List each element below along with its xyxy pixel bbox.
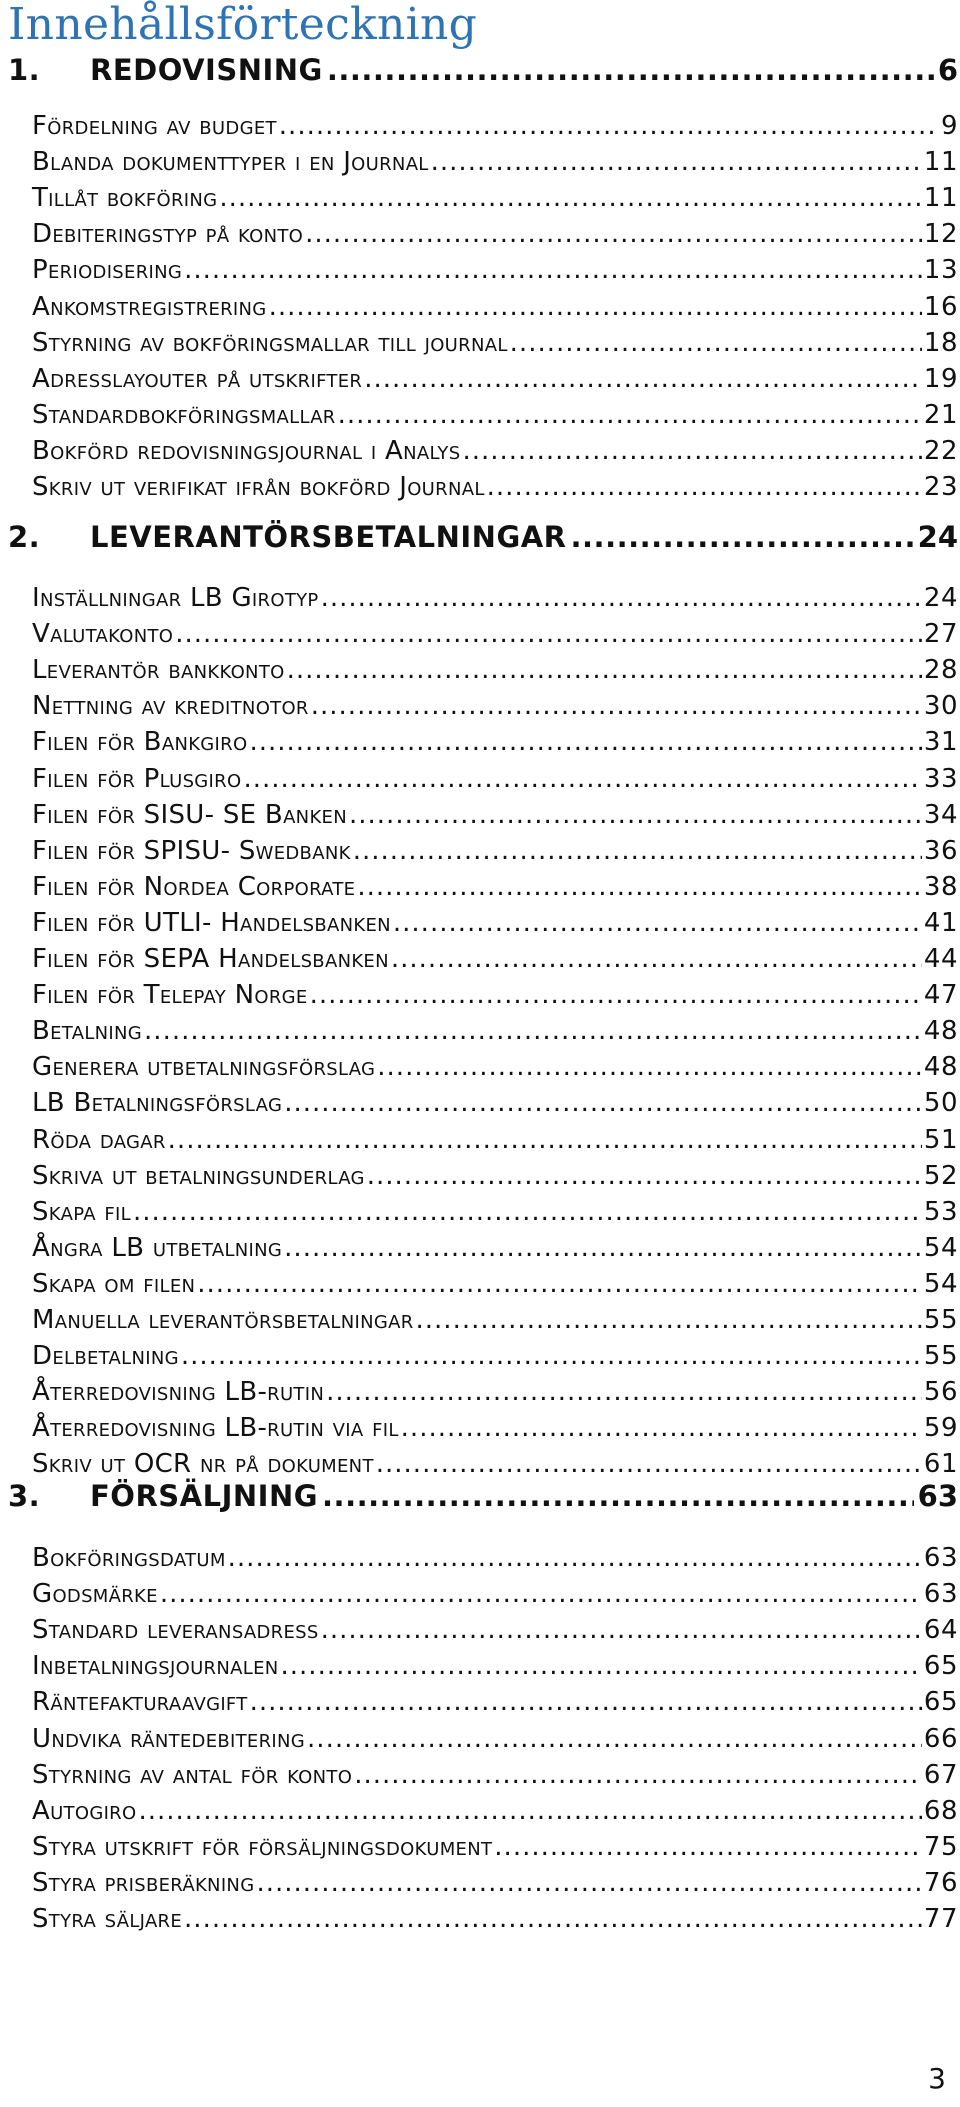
section-number: 3. (8, 1479, 41, 1513)
toc-entry[interactable] (32, 761, 958, 797)
toc-entry[interactable] (32, 724, 958, 760)
entry-title: Ångra LB utbetalning (32, 1232, 283, 1263)
dot-leader (269, 292, 922, 322)
entry-title: Återredovisning LB-rutin via fil (32, 1413, 399, 1444)
toc-section[interactable] (8, 515, 958, 559)
toc-entry[interactable] (32, 616, 958, 652)
toc-entry[interactable] (32, 325, 958, 361)
entry-title: Styra utskrift för försäljningsdokument (32, 1831, 493, 1862)
entry-page: 77 (923, 1904, 958, 1934)
toc-entry[interactable] (32, 1576, 958, 1612)
dot-leader (307, 1724, 922, 1754)
toc-entry[interactable] (32, 1540, 958, 1576)
entry-title: Styra säljare (32, 1904, 183, 1934)
entry-title: Röda dagar (32, 1124, 166, 1155)
section-title: FÖRSÄLJNING (90, 1479, 319, 1513)
dot-leader (487, 472, 922, 502)
section-title: LEVERANTÖRSBETALNINGAR (90, 520, 567, 554)
toc-entry[interactable] (32, 1122, 958, 1158)
entry-title: Skriv ut OCR nr på dokument (32, 1449, 374, 1480)
entry-title: Inbetalningsjournalen (32, 1651, 279, 1682)
entry-title: Valutakonto (32, 619, 174, 650)
entry-title: Inställningar LB Girotyp (32, 583, 319, 613)
entry-title: Filen för SISU- SE Banken (32, 799, 347, 830)
entry-page: 55 (923, 1341, 958, 1372)
dot-leader (393, 908, 922, 938)
entry-title: Adresslayouter på utskrifter (32, 363, 363, 394)
toc-entry[interactable] (32, 1013, 958, 1049)
dot-leader (510, 328, 922, 358)
entry-title: Godsmärke (32, 1579, 158, 1610)
dot-leader (133, 1197, 922, 1227)
dot-leader (349, 800, 922, 830)
toc-entry[interactable] (32, 1793, 958, 1829)
dot-leader (377, 1052, 922, 1082)
toc-entry[interactable] (32, 1374, 958, 1410)
toc-entry[interactable] (32, 289, 958, 325)
entry-title: Styra prisberäkning (32, 1867, 255, 1898)
toc-entry[interactable] (32, 144, 958, 180)
entry-title: Fördelning av budget (32, 111, 277, 141)
toc-entry[interactable] (32, 1158, 958, 1194)
entry-title: Tillåt bokföring (32, 183, 218, 214)
section-number: 1. (8, 53, 41, 87)
entry-page: 38 (923, 871, 958, 902)
toc-section[interactable] (8, 1474, 958, 1518)
toc-entry[interactable] (32, 797, 958, 833)
entry-page: 12 (923, 219, 958, 250)
toc-entry[interactable] (32, 1757, 958, 1793)
toc-entry[interactable] (32, 397, 958, 433)
dot-leader (321, 583, 922, 613)
toc-entry[interactable] (32, 1085, 958, 1121)
entry-title: Skapa om filen (32, 1268, 196, 1299)
dot-leader (311, 691, 922, 721)
dot-leader (326, 1377, 922, 1407)
entry-page: 52 (923, 1160, 958, 1191)
toc-entry[interactable] (32, 688, 958, 724)
entry-title: Delbetalning (32, 1341, 179, 1372)
entry-title: Autogiro (32, 1795, 137, 1826)
toc-entry[interactable] (32, 180, 958, 216)
dot-leader (462, 436, 921, 466)
entry-page: 50 (923, 1088, 958, 1119)
entry-page: 63 (923, 1543, 958, 1573)
toc-entry[interactable] (32, 361, 958, 397)
entry-page: 9 (940, 111, 958, 141)
dot-leader (279, 111, 939, 141)
entry-page: 27 (923, 619, 958, 650)
toc-entry[interactable] (32, 1865, 958, 1901)
entry-page: 44 (923, 944, 958, 974)
entry-page: 65 (923, 1651, 958, 1682)
dot-leader (219, 183, 922, 213)
toc-entry[interactable] (32, 905, 958, 941)
dot-leader (305, 219, 922, 249)
entry-page: 21 (923, 399, 958, 430)
dot-leader (401, 1413, 922, 1443)
entry-page: 41 (923, 907, 958, 938)
entry-page: 16 (923, 291, 958, 322)
dot-leader (144, 1016, 922, 1046)
toc-entry[interactable] (32, 1901, 958, 1937)
entry-title: Ankomstregistrering (32, 291, 267, 322)
entry-title: Manuella leverantörsbetalningar (32, 1305, 414, 1335)
toc-entry[interactable] (32, 1410, 958, 1446)
entry-page: 76 (923, 1867, 958, 1898)
toc-entry[interactable] (32, 1230, 958, 1266)
dot-leader (181, 1341, 922, 1371)
entry-page: 11 (923, 147, 958, 178)
entry-title: Återredovisning LB-rutin (32, 1377, 325, 1408)
entry-page: 65 (923, 1687, 958, 1718)
entry-page: 53 (923, 1196, 958, 1227)
entry-page: 61 (923, 1449, 958, 1480)
entry-page: 36 (923, 835, 958, 866)
toc-entry[interactable] (32, 1648, 958, 1684)
entry-page: 68 (923, 1795, 958, 1826)
dot-leader (197, 1269, 922, 1299)
entry-title: Styrning av bokföringsmallar till journal (32, 327, 508, 358)
entry-page: 56 (923, 1377, 958, 1408)
page-title: Innehållsförteckning (8, 0, 478, 50)
entry-title: Filen för SEPA Handelsbanken (32, 944, 389, 974)
entry-title: Blanda dokumenttyper i en Journal (32, 147, 429, 178)
dot-leader (284, 1088, 922, 1118)
toc-entry[interactable] (32, 977, 958, 1013)
toc-entry[interactable] (32, 1049, 958, 1085)
entry-page: 22 (923, 435, 958, 466)
dot-leader (138, 1796, 921, 1826)
dot-leader (175, 619, 922, 649)
toc-entry[interactable] (32, 1612, 958, 1648)
toc-entry[interactable] (32, 1829, 958, 1865)
entry-page: 54 (923, 1232, 958, 1263)
dot-leader (431, 147, 922, 177)
section-page: 24 (917, 520, 958, 554)
toc-entry[interactable] (32, 108, 958, 144)
dot-leader (494, 1832, 922, 1862)
dot-leader (184, 255, 922, 285)
toc-entry[interactable] (32, 941, 958, 977)
entry-title: Nettning av kreditnotor (32, 691, 309, 722)
toc-entry[interactable] (32, 1302, 958, 1338)
toc-entry[interactable] (32, 580, 958, 616)
dot-leader (160, 1579, 922, 1609)
entry-title: Skriv ut verifikat ifrån bokförd Journal (32, 472, 485, 502)
entry-title: Filen för Nordea Corporate (32, 871, 356, 902)
section-title: REDOVISNING (90, 53, 323, 87)
entry-title: Filen för Plusgiro (32, 763, 242, 794)
entry-page: 64 (923, 1615, 958, 1646)
entry-page: 75 (923, 1831, 958, 1862)
toc-entry[interactable] (32, 1721, 958, 1757)
section-page: 6 (937, 53, 958, 87)
entry-page: 18 (923, 327, 958, 358)
dot-leader (243, 764, 921, 794)
entry-page: 66 (923, 1723, 958, 1754)
dot-leader (367, 1161, 922, 1191)
dot-leader (281, 1651, 922, 1681)
toc-entry[interactable] (32, 1684, 958, 1720)
entry-title: Debiteringstyp på konto (32, 219, 304, 250)
entry-title: Filen för Bankgiro (32, 727, 248, 758)
entry-title: Filen för Telepay Norge (32, 980, 308, 1011)
entry-page: 24 (923, 583, 958, 613)
dot-leader (357, 872, 922, 902)
entry-page: 47 (923, 980, 958, 1011)
toc-entry[interactable] (32, 1338, 958, 1374)
entry-page: 48 (923, 1016, 958, 1047)
dot-leader (310, 980, 922, 1010)
toc-entry[interactable] (32, 216, 958, 252)
entry-title: Skriva ut betalningsunderlag (32, 1160, 365, 1191)
entry-title: LB Betalningsförslag (32, 1088, 283, 1119)
entry-page: 54 (923, 1268, 958, 1299)
entry-page: 30 (923, 691, 958, 722)
entry-page: 63 (923, 1579, 958, 1610)
entry-page: 28 (923, 655, 958, 686)
toc-entry[interactable] (32, 652, 958, 688)
toc-entry[interactable] (32, 1194, 958, 1230)
dot-leader (338, 400, 922, 430)
dot-leader (322, 1479, 914, 1513)
entry-page: 11 (923, 183, 958, 214)
entry-page: 23 (923, 472, 958, 502)
dot-leader (364, 364, 922, 394)
entry-title: Räntefakturaavgift (32, 1687, 248, 1718)
toc-entry[interactable] (32, 252, 958, 288)
entry-title: Standard leveransadress (32, 1615, 319, 1646)
entry-page: 67 (923, 1759, 958, 1790)
entry-title: Bokförd redovisningsjournal i Analys (32, 435, 461, 466)
entry-title: Standardbokföringsmallar (32, 399, 336, 430)
dot-leader (416, 1305, 922, 1335)
entry-title: Undvika räntedebitering (32, 1723, 306, 1754)
dot-leader (321, 1615, 922, 1645)
entry-title: Leverantör bankkonto (32, 655, 285, 686)
section-number: 2. (8, 520, 41, 554)
dot-leader (327, 53, 934, 87)
entry-page: 34 (923, 799, 958, 830)
entry-title: Periodisering (32, 255, 183, 286)
dot-leader (354, 1760, 922, 1790)
toc-section[interactable] (8, 48, 958, 92)
toc-entry[interactable] (32, 869, 958, 905)
entry-title: Styrning av antal för konto (32, 1759, 353, 1790)
dot-leader (250, 1687, 922, 1717)
dot-leader (571, 520, 914, 554)
entry-page: 59 (923, 1413, 958, 1444)
dot-leader (256, 1868, 921, 1898)
entry-title: Skapa fil (32, 1196, 131, 1227)
dot-leader (287, 655, 922, 685)
entry-page: 13 (923, 255, 958, 286)
dot-leader (284, 1233, 922, 1263)
entry-title: Generera utbetalningsförslag (32, 1052, 376, 1083)
toc-entry[interactable] (32, 1266, 958, 1302)
dot-leader (228, 1543, 922, 1573)
entry-title: Filen för UTLI- Handelsbanken (32, 907, 391, 938)
entry-title: Betalning (32, 1016, 143, 1047)
entry-title: Bokföringsdatum (32, 1543, 226, 1573)
toc-entry[interactable] (32, 833, 958, 869)
toc-entry[interactable] (32, 433, 958, 469)
entry-page: 19 (923, 363, 958, 394)
dot-leader (249, 727, 921, 757)
entry-page: 31 (923, 727, 958, 758)
entry-page: 51 (923, 1124, 958, 1155)
entry-page: 48 (923, 1052, 958, 1083)
entry-page: 33 (923, 763, 958, 794)
dot-leader (168, 1125, 922, 1155)
dot-leader (353, 836, 922, 866)
dot-leader (184, 1904, 922, 1934)
entry-page: 55 (923, 1305, 958, 1335)
section-page: 63 (917, 1479, 958, 1513)
entry-title: Filen för SPISU- Swedbank (32, 835, 351, 866)
page-number: 3 (928, 2062, 946, 2095)
toc-entry[interactable] (32, 469, 958, 505)
dot-leader (391, 944, 922, 974)
